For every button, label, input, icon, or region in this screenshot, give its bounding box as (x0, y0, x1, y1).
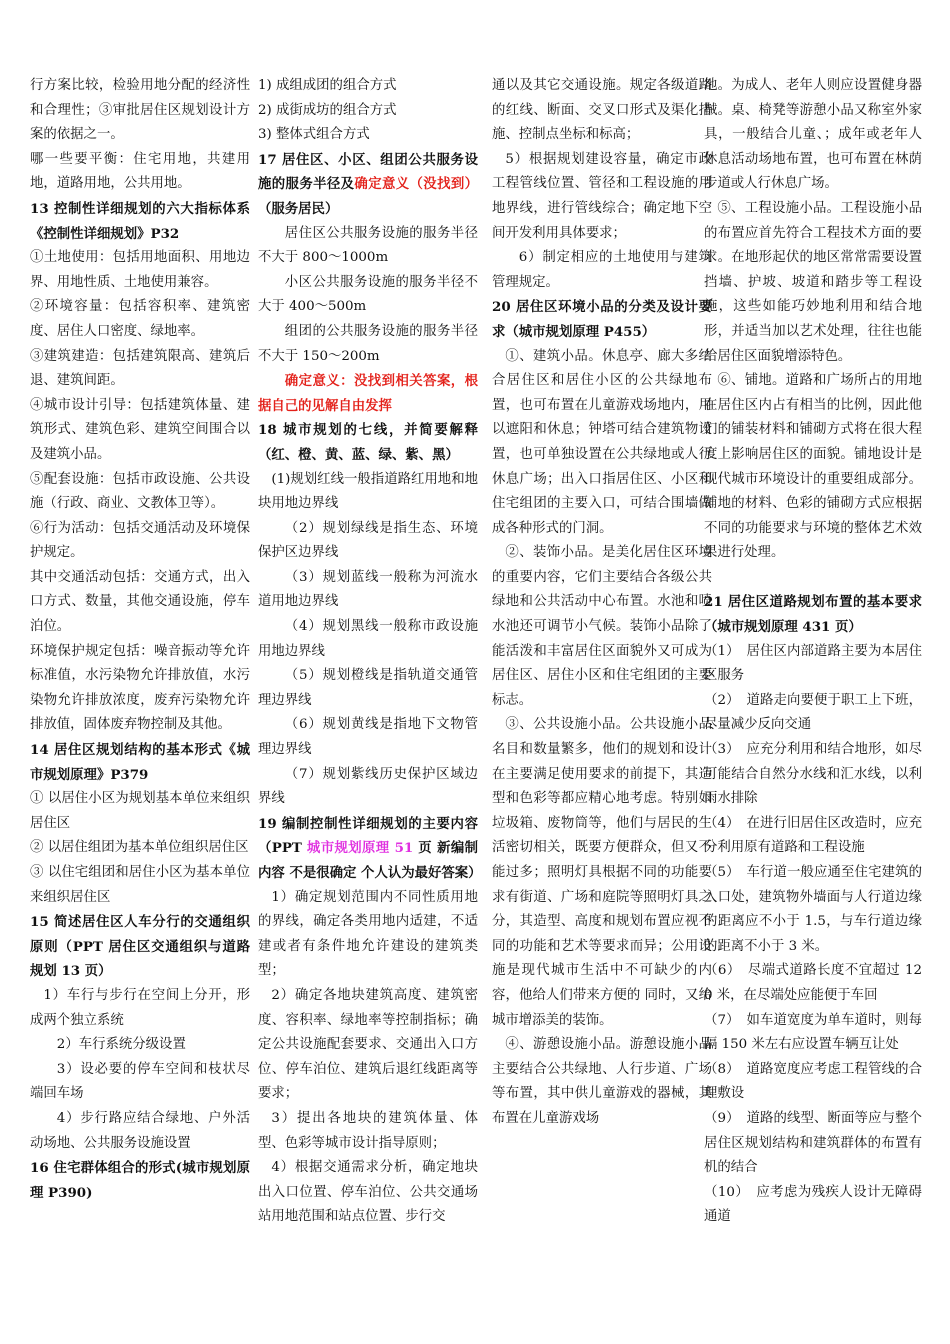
paragraph: 哪一些要平衡：住宅用地，共建用地，道路用地，公共用地。 (30, 151, 250, 192)
section-heading-19 (258, 812, 482, 886)
paragraph: 地。为成人、老年人则应设置健身器械。桌、椅凳等游憩小品又称室外家具，一般结合儿童、；成年或老年人休息活动场地布置，也可布置在林荫步道或人行休息广场。 (704, 78, 922, 192)
paragraph: ①、建筑小品。休息亭、廊大多结合居住区和居住小区的公共绿地布置，也可布置在儿童游戏场地内，用以遮阳和休息；钟塔可结合建筑物设置，也可单独设置在公共绿地或人行休息广场；出入口指居住区、小区和住宅组团的主要入口，可结合围墙做成各种形式的门洞。 (492, 348, 712, 536)
heading-text: 17 居住区、小区、组团公共服务设施的服务半径及 (258, 151, 478, 193)
list-item: （4） 在进行旧居住区改造时，应充分利用原有道路和工程设施 (704, 815, 922, 856)
list-item: 2）确定各地块建筑高度、建筑密度、容积率、绿地率等控制指标；确定公共设施配套要求、交通出入口方位、停车泊位、建筑后退红线距离等要求； (258, 987, 478, 1102)
section-heading-14: 14 居住区规划结构的基本形式《城市规划原理》P379 (30, 742, 250, 783)
heading-text: 19 编制控制性详细规划的主要内容（PPT (258, 815, 478, 857)
list-item: (1)规划红线一般指道路红用地和地块用地边界线 (258, 471, 478, 512)
list-item: ③建筑建造：包括建筑限高、建筑后退、建筑间距。 (30, 348, 250, 389)
paragraph: 组团的公共服务设施的服务半径不大于 150～200m (258, 323, 478, 364)
paragraph: ②、装饰小品。是美化居住区环境的重要内容，它们主要结合各级公共绿地和公共活动中心布置。水池和喷水池还可调节小气候。装饰小品除了能活泼和丰富居住区面貌外又可成为居住区、居住小区和住宅组团的主要标志。 (492, 545, 712, 708)
list-item: 1）确定规划范围内不同性质用地的界线，确定各类用地内适建，不适建或者有条件地允许建设的建筑类型； (258, 889, 478, 979)
highlight-pink-text: 城市规划原理 51 (306, 840, 414, 857)
heading-text: 页 新编制内容 不是很确定 个人认为最好答案） (258, 840, 482, 881)
list-item: ⑥行为活动：包括交通活动及环境保护规定。 (30, 520, 250, 561)
red-note: 确定意义：没找到相关答案，根据自己的见解自由发挥 (258, 373, 478, 414)
section-heading-13: 13 控制性详细规划的六大指标体系《控制性详细规划》P32 (30, 200, 250, 242)
list-item: 3) 整体式组合方式 (258, 127, 370, 143)
paragraph: 居住区公共服务设施的服务半径不大于 800～1000m (258, 225, 478, 266)
heading-text: （服务居民） (258, 200, 339, 217)
list-item: （1） 居住区内部道路主要为本居住区服务 (704, 643, 922, 684)
list-item: （5） 车行道一般应通至住宅建筑的入口处，建筑物外墙面与人行道边缘的距离应不小于 1.5，与车行道边缘的距离不小于 3 米。 (704, 865, 922, 954)
paragraph: 小区公共服务设施的服务半径不大于 400～500m (258, 274, 478, 315)
list-item: 5）根据规划建设容量，确定市政工程管线位置、管径和工程设施的用地界线，进行管线综合；确定地下空间开发利用具体要求； (492, 151, 712, 241)
section-heading-18: 18 城市规划的七线，并简要解释（红、橙、黄、蓝、绿、紫、黑） (258, 422, 478, 463)
text-column-2 (258, 74, 482, 1230)
list-item: 3）设必要的停车空间和枝状尽端回车场 (30, 1061, 250, 1102)
list-item: ⑤配套设施：包括市政设施、公共设施（行政、商业、文教体卫等）。 (30, 471, 250, 512)
list-item: 4）步行路应结合绿地、户外活动场地、公共服务设施设置 (30, 1110, 250, 1151)
text-column-1 (30, 74, 250, 1205)
paragraph: ⑥、铺地。道路和广场所占的用地在居住区内占有相当的比例，因此他们的铺装材料和铺砌方式将在很大程度上影响居住区的面貌。铺地设计是现代城市环境设计的重要组成部分。铺地的材料、色彩的铺砌方式应根据不同的功能要求与环境的整体艺术效果进行处理。 (704, 373, 922, 561)
section-heading-15: 15 简述居住区人车分行的交通组织原则（PPT 居住区交通组织与道路规划 13 页） (30, 914, 250, 980)
list-item: 3）提出各地块的建筑体量、体型、色彩等城市设计指导原则； (258, 1110, 478, 1151)
list-item: 6）制定相应的土地使用与建筑管理规定。 (492, 250, 712, 290)
list-item: （9） 道路的线型、断面等应与整个居住区规划结构和建筑群体的布置有机的结合 (704, 1110, 922, 1176)
text-column-3 (492, 74, 712, 1132)
highlight-red-text: 确定意义（没找到） (354, 176, 479, 193)
list-item: （2）规划绿线是指生态、环境保护区边界线 (258, 520, 478, 561)
list-item: （3）规划蓝线一般称为河流水道用地边界线 (258, 569, 478, 610)
section-heading-16: 16 住宅群体组合的形式(城市规划原理 P390) (30, 1160, 250, 1201)
paragraph: ③、公共设施小品。公共设施小品名目和数量繁多，他们的规划和设计在主要满足使用要求的前提下，其造型和色彩等都应精心地考虑。特别如垃圾箱、废物筒等，他们与居民的生活密切相关，既要方便群众，但又不能过多；照明灯具根据不同的功能要求有街道、广场和庭院等照明灯具之分，其造型、高度和规划布置应视不同的功能和艺术等要求而异；公用设施是现代城市生活中不可缺少的内容，他给人们带来方便的 同时，又给城市增添美的装饰。 (492, 717, 712, 1028)
list-item: （4）规划黑线一般称市政设施用地边界线 (258, 619, 478, 659)
paragraph: 通以及其它交通设施。规定各级道路的红线、断面、交叉口形式及渠化措施、控制点坐标和标高； (492, 78, 712, 143)
list-item: 4）根据交通需求分析，确定地块出入口位置、停车泊位、公共交通场站用地范围和站点位置、步行交 (258, 1160, 478, 1225)
paragraph: ④、游憩设施小品。游憩设施小品主要结合公共绿地、人行步道、广场等布置，其中供儿童游戏的器械，其布置在儿童游戏场 (492, 1037, 712, 1126)
text-column-4 (704, 74, 922, 1230)
list-item: ① 以居住小区为规划基本单位来组织居住区 (30, 791, 250, 831)
section-heading-17 (258, 148, 478, 222)
paragraph: 行方案比较，检验用地分配的经济性和合理性；③审批居住区规划设计方案的依据之一。 (30, 78, 250, 143)
paragraph: ⑤、工程设施小品。工程设施小品的布置应首先符合工程技术方面的要求。在地形起伏的地区常常需要设置挡墙、护坡、坡道和踏步等工程设施，这些如能巧妙地利用和结合地形，并适当加以艺术处理，往往也能给居住区面貌增添特色。 (704, 200, 922, 364)
list-item: 1）车行与步行在空间上分开，形成两个独立系统 (30, 987, 250, 1028)
list-item: ④城市设计引导：包括建筑体量、建筑形式、建筑色彩、建筑空间围合以及建筑小品。 (30, 397, 250, 462)
spacer (704, 566, 922, 591)
paragraph: 其中交通活动包括：交通方式，出入口方式、数量，其他交通设施，停车泊位。 (30, 569, 250, 635)
section-heading-20: 20 居住区环境小品的分类及设计要求（城市规划原理 P455） (492, 299, 712, 340)
list-item: 1) 成组成团的组合方式 (258, 78, 397, 93)
list-item: （7） 如车道宽度为单车道时，则每隔 150 米左右应设置车辆互让处 (704, 1012, 922, 1053)
list-item: （2） 道路走向要便于职工上下班，尽量减少反向交通 (704, 692, 922, 733)
list-item: （8） 道路宽度应考虑工程管线的合理敷设 (704, 1061, 922, 1102)
list-item: ①土地使用：包括用地面积、用地边界、用地性质、土地使用兼容。 (30, 250, 250, 290)
list-item: （3） 应充分利用和结合地形，如尽可能结合自然分水线和汇水线，以利雨水排除 (704, 742, 922, 807)
list-item: ② 以居住组团为基本单位组织居住区 (30, 840, 249, 856)
list-item: （10） 应考虑为残疾人设计无障碍通道 (704, 1184, 922, 1225)
list-item: 2）车行系统分级设置 (56, 1037, 186, 1053)
list-item: （6） 尽端式道路长度不宜超过 120 米，在尽端处应能便于车回 (704, 963, 922, 1003)
list-item: （6）规划黄线是指地下文物管理边界线 (258, 717, 478, 758)
list-item: ③ 以住宅组团和居住小区为基本单位来组织居住区 (30, 865, 250, 905)
paragraph: 环境保护规定包括：噪音振动等允许标准值，水污染物允许排放值，水污染物允许排放浓度，废弃污染物允许排放值，固体废弃物控制及其他。 (30, 643, 250, 733)
list-item: ②环境容量：包括容积率、建筑密度、居住人口密度、绿地率。 (30, 299, 250, 339)
list-item: 2) 成街成坊的组合方式 (258, 102, 397, 118)
list-item: （7）规划紫线历史保护区域边界线 (258, 766, 478, 807)
section-heading-21: 21 居住区道路规划布置的基本要求（城市规划原理 431 页） (704, 594, 922, 636)
list-item: （5）规划橙线是指轨道交通管理边界线 (258, 668, 478, 708)
